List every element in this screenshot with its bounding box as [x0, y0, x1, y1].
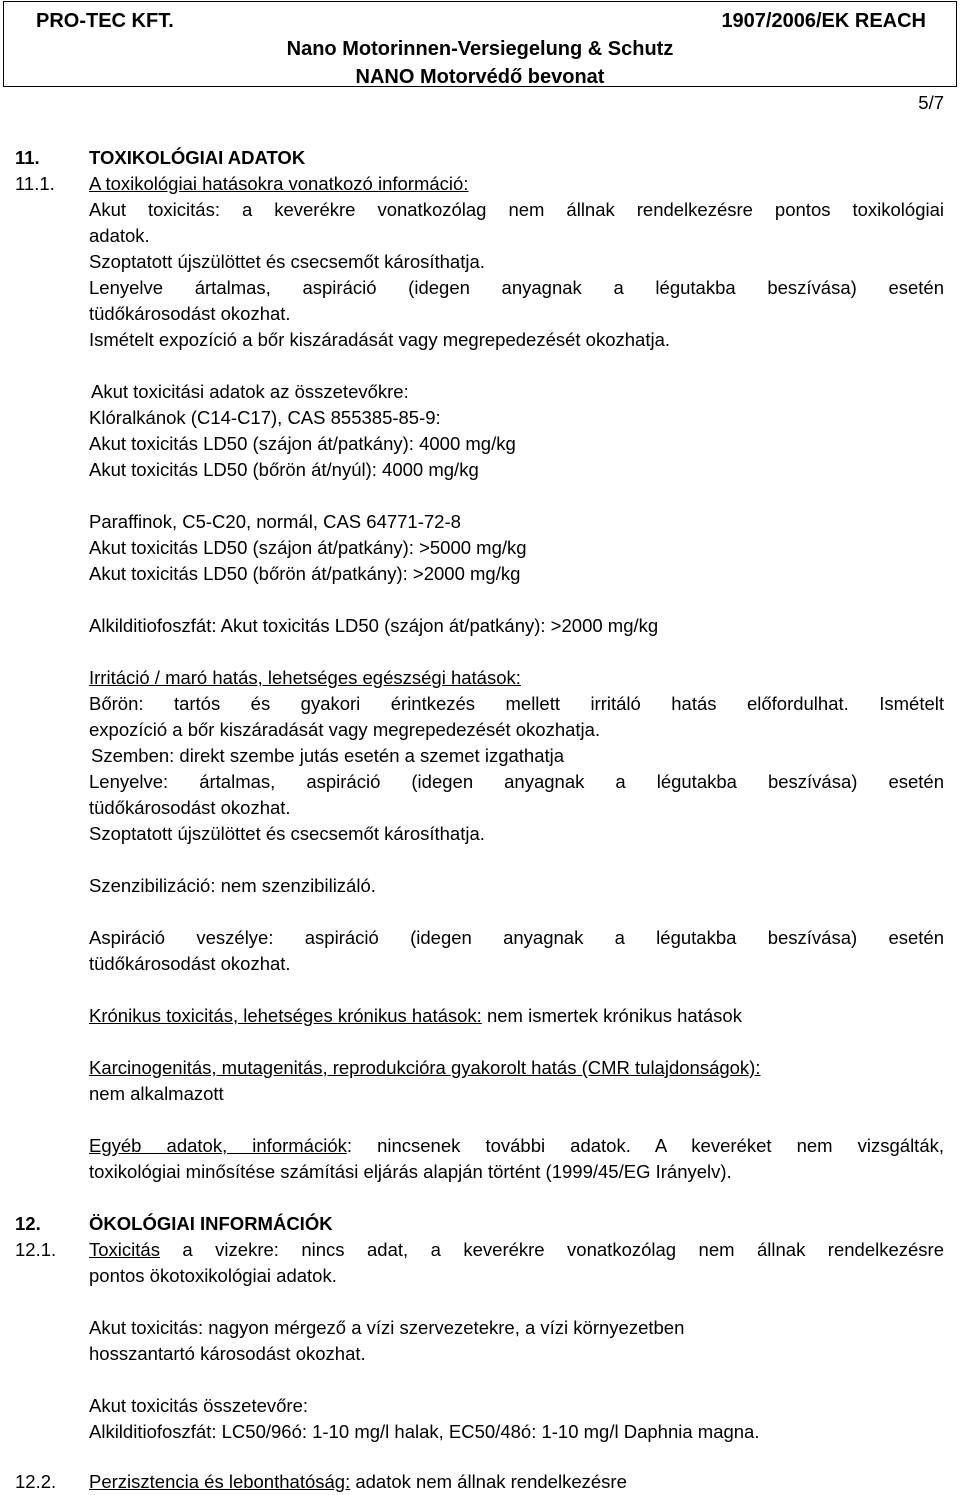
page-number: 5/7	[918, 92, 944, 113]
subsection-number: 11.1.	[15, 173, 55, 194]
cmr-heading: Karcinogenitás, mutagenitás, reprodukcióra gyakorolt hatás (CMR tulajdonságok):	[89, 1057, 761, 1078]
paragraph-line: tüdőkárosodást okozhat.	[89, 953, 291, 974]
product-name-de: Nano Motorinnen-Versiegelung & Schutz	[286, 38, 674, 60]
paragraph-line	[89, 1238, 944, 1262]
subsection-title: A toxikológiai hatásokra vonatkozó információ:	[89, 173, 469, 194]
paragraph-line: Szoptatott újszülöttet és csecsemőt károsíthatja.	[89, 251, 485, 272]
product-name-hu: NANO Motorvédő bevonat	[355, 66, 605, 88]
regulation-ref: 1907/2006/EK REACH	[721, 10, 926, 32]
toxicity-value: Akut toxicitás LD50 (szájon át/patkány): >5000 mg/kg	[89, 537, 527, 558]
paragraph-line: toxikológiai minősítése számítási eljárás alapján történt (1999/45/EG Irányelv).	[89, 1161, 732, 1182]
paragraph-line: Bőrön: tartós és gyakori érintkezés mellett irritáló hatás előfordulhat. Ismételt	[89, 693, 944, 714]
subsection-number: 12.2.	[15, 1471, 57, 1492]
paragraph-line: expozíció a bőr kiszáradását vagy megrepedezését okozhatja.	[89, 719, 601, 740]
persistence-text: adatok nem állnak rendelkezésre	[350, 1471, 627, 1492]
cmr-text: nem alkalmazott	[89, 1083, 224, 1104]
other-info-heading: Egyéb adatok, információk	[89, 1135, 347, 1156]
document-header	[3, 1, 957, 87]
section-title: ÖKOLÓGIAI INFORMÁCIÓK	[89, 1213, 333, 1234]
chronic-heading: Krónikus toxicitás, lehetséges krónikus hatások:	[89, 1005, 482, 1026]
chronic-text: nem ismertek krónikus hatások	[481, 1005, 742, 1026]
toxicity-heading: Toxicitás	[89, 1239, 160, 1260]
paragraph-line: Aspiráció veszélye: aspiráció (idegen anyagnak a légutakba beszívása) esetén	[89, 927, 944, 948]
toxicity-value: Akut toxicitás LD50 (bőrön át/nyúl): 4000 mg/kg	[89, 459, 479, 480]
paragraph-line: tüdőkárosodást okozhat.	[89, 797, 291, 818]
paragraph-line: Szemben: direkt szembe jutás esetén a szemet izgathatja	[91, 745, 565, 766]
paragraph-line: hosszantartó károsodást okozhat.	[89, 1343, 366, 1364]
persistence-line	[89, 1470, 627, 1494]
toxicity-value: Alkilditiofoszfát: LC50/96ó: 1-10 mg/l halak, EC50/48ó: 1-10 mg/l Daphnia magna.	[89, 1421, 760, 1442]
component-name: Paraffinok, C5-C20, normál, CAS 64771-72-8	[89, 511, 461, 532]
paragraph-line: Szoptatott újszülöttet és csecsemőt károsíthatja.	[89, 823, 485, 844]
paragraph-line: tüdőkárosodást okozhat.	[89, 303, 291, 324]
paragraph-line: Lenyelve ártalmas, aspiráció (idegen anyagnak a légutakba beszívása) esetén	[89, 277, 944, 298]
paragraph-line: Ismételt expozíció a bőr kiszáradását vagy megrepedezését okozhatja.	[89, 329, 671, 350]
component-name: Klóralkánok (C14-C17), CAS 855385-85-9:	[89, 407, 441, 428]
paragraph-line: adatok.	[89, 225, 150, 246]
toxicity-text: a vizekre: nincs adat, a keverékre vonatkozólag nem állnak rendelkezésre	[159, 1239, 944, 1260]
toxicity-value: Akut toxicitás LD50 (bőrön át/patkány): >2000 mg/kg	[89, 563, 521, 584]
chronic-toxicity-line	[89, 1004, 742, 1028]
paragraph-line: Akut toxicitás: a keverékre vonatkozólag nem állnak rendelkezésre pontos toxikológiai	[89, 199, 944, 220]
component-heading: Akut toxicitás összetevőre:	[89, 1395, 309, 1416]
company-name: PRO-TEC KFT.	[36, 10, 174, 32]
toxicity-value: Akut toxicitás LD50 (szájon át/patkány): 4000 mg/kg	[89, 433, 516, 454]
sensitization-line: Szenzibilizáció: nem szenzibilizáló.	[89, 875, 376, 896]
paragraph-line: Lenyelve: ártalmas, aspiráció (idegen anyagnak a légutakba beszívása) esetén	[89, 771, 944, 792]
section-number: 11.	[15, 147, 40, 168]
toxicity-value: Alkilditiofoszfát: Akut toxicitás LD50 (szájon át/patkány): >2000 mg/kg	[89, 615, 659, 636]
paragraph-line: pontos ökotoxikológiai adatok.	[89, 1265, 337, 1286]
section-title: TOXIKOLÓGIAI ADATOK	[89, 147, 306, 168]
other-info-text: : nincsenek további adatok. A keveréket nem vizsgálták,	[346, 1135, 944, 1156]
irritation-heading: Irritáció / maró hatás, lehetséges egészségi hatások:	[89, 667, 521, 688]
paragraph-line: Akut toxicitás: nagyon mérgező a vízi szervezetekre, a vízi környezetben	[89, 1317, 685, 1338]
persistence-heading: Perzisztencia és lebonthatóság:	[89, 1471, 351, 1492]
subsection-number: 12.1.	[15, 1239, 57, 1260]
acute-data-heading: Akut toxicitási adatok az összetevőkre:	[91, 381, 409, 402]
section-number: 12.	[15, 1213, 41, 1234]
other-info-line	[89, 1134, 944, 1158]
